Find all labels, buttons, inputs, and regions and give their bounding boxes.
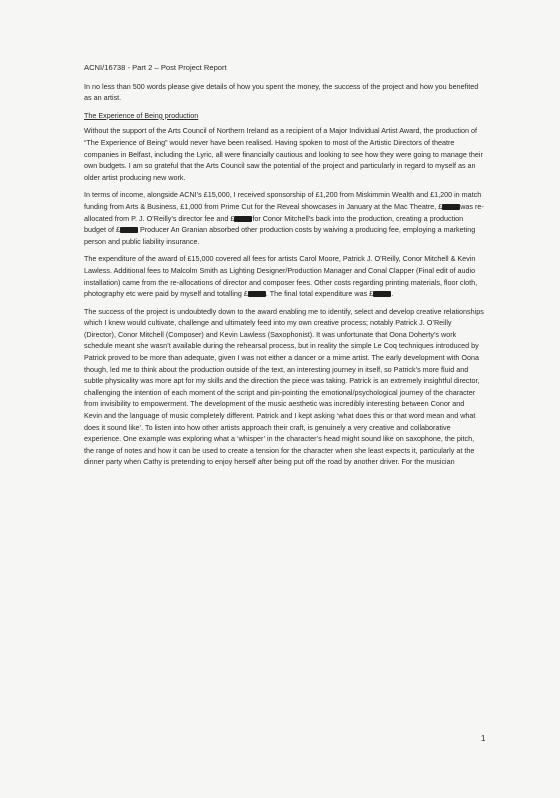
redaction-mark (373, 289, 394, 299)
page-number: 1 (481, 734, 486, 743)
income-text-c: for Conor Mitchell’s back into the production, creating a production budget of £ (84, 213, 464, 235)
redaction-mark (234, 216, 252, 222)
expenditure-text-a: The expenditure of the award of £15,000 covered all fees for artists Carol Moore, Patrick J. O’Reilly, Conor Mitchell & Kevin Lawless. Additional fees to Malcolm Smith as Lighting Designer/Production Manager and Conal Clapper (Final edit of audio installation) came from the re-allocations of director and composer fees. Other costs regarding printing materials, floor cloth, photography etc were paid by myself and totalling £ (84, 254, 478, 299)
instructions-paragraph: In no less than 500 words please give details of how you spent the money, the success of the project and how you benefited as an artist. (84, 81, 479, 103)
redaction-mark (120, 227, 138, 233)
income-text-b: was re-allocated from P. J. O’Reilly’s director fee and £ (84, 201, 484, 223)
paragraph-project-success: The success of the project is undoubtedly down to the award enabling me to identify, select and develop creative relationships which I knew would cultivate, challenge and ultimately feed into my own creative process; notably Patrick J. O’Reilly (Director), Conor Mitchell (Composer) and Kevin Lawless (Saxophonist). It was unfortunate that Oona Doherty’s work schedule meant she wasn’t available during the rehearsal process, but in reality the simple Le Coq techniques introduced by Patrick proved to be more than adequate, given I was not either a dancer or a mime artist. The early development with Oona though, led me to think about the production outside of the text, an interesting journey in itself, so Patrick’s more fluid and subtle physicality was more apt for my skills and the direction the piece was taking. Patrick is an extremely insightful director, challenging the intention of each moment of the script and pin-pointing the emotional/psychological journey of the character from invisibility to empowerment. The development of the music aesthetic was incredibly interesting between Conor and Kevin and the language of music completely different. Patrick and I kept asking ‘what does this or that word mean and what does it sound like’. To listen into how other artists approach their craft, is genuinely a very creative and collaborative experience. One example was exploring what a ‘whisper’ in the character’s head might sound like on saxophone, the pitch, the range of notes and how it can be used to create a tension for the character when she least expects it, particularly at the dinner party when Cathy is pretending to enjoy herself after being put off the road by another driver. For the musician (84, 306, 484, 467)
income-text-a: In terms of income, alongside ACNI’s £15,000, I received sponsorship of £1,200 from Miskimmin Wealth and £1,200 in match funding from Arts & Business, £1,000 from Prime Cut for the Reveal showcases in January at the Mac Theatre, £ (84, 190, 482, 211)
redaction-mark (248, 291, 266, 297)
paragraph-income (84, 189, 484, 247)
income-text-d: Producer An Granian absorbed other production costs by waiving a producing fee, employing a marketing person and public liability insurance. (84, 225, 476, 246)
section-title: The Experience of Being production (84, 110, 199, 120)
report-header: ACNI/16738 - Part 2 – Post Project Report (84, 63, 227, 72)
paragraph-expenditure (84, 253, 484, 299)
redaction-mark (442, 204, 460, 210)
expenditure-text-c: . (391, 289, 394, 299)
paragraph-funding-support: Without the support of the Arts Council of Northern Ireland as a recipient of a Major Individual Artist Award, the production of “The Experience of Being” would never have been realised. Having spoken to most of the Artistic Directors of theatre companies in Belfast, including the Lyric, all were financially cautious and looking to see how they were going to manage their own budgets. I am so grateful that the Arts Council saw the potential of the project and particularly in regard to myself as an older artist producing new work. (84, 126, 483, 182)
expenditure-text-b: . The final total expenditure was £ (265, 289, 374, 299)
document-body (84, 62, 484, 474)
